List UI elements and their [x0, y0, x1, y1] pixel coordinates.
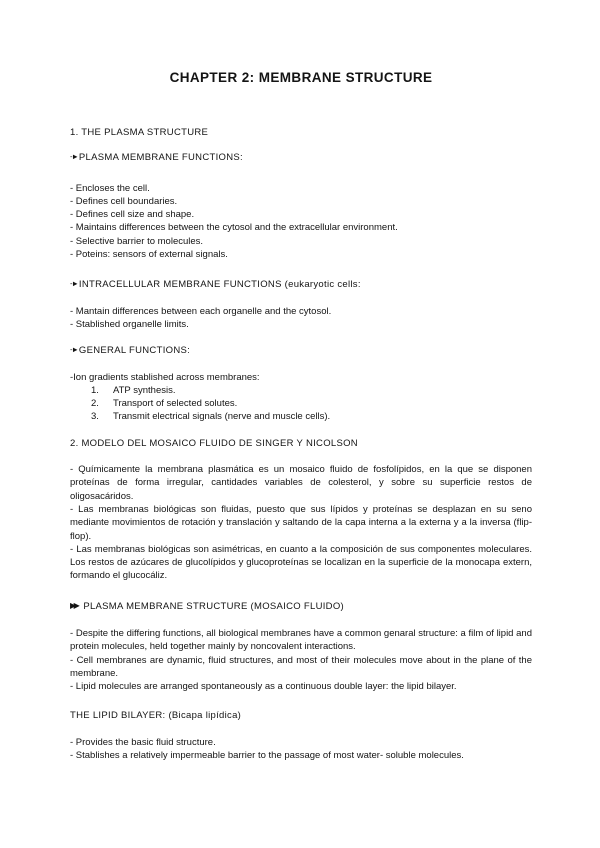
list-item: - Stablished organelle limits.: [70, 318, 189, 330]
numbered-item: [70, 384, 532, 397]
item-text: Transport of selected solutes.: [113, 398, 238, 410]
list-item: - Despite the differing functions, all biological membranes have a common genaral structure: a film of lipid and protein molecules, held together mainly by noncovalent interactions.: [70, 628, 532, 653]
mosaic-model-paragraphs: [70, 463, 532, 583]
general-functions-heading: [70, 344, 532, 357]
numbered-item: [70, 410, 532, 423]
ion-gradients-intro: -Ion gradients stablished across membranes:: [70, 371, 260, 383]
list-item: - Mantain differences between each organelle and the cytosol.: [70, 305, 332, 317]
membrane-structure-heading: [70, 600, 532, 613]
list-item: - Cell membranes are dynamic, fluid structures, and most of their molecules move about in the plane of the membrane.: [70, 654, 532, 679]
list-item: - Lipid molecules are arranged spontaneously as a continuous double layer: the lipid bilayer.: [70, 681, 457, 693]
plasma-functions-list: [70, 182, 532, 262]
list-item: - Provides the basic fluid structure.: [70, 736, 216, 748]
document-title: CHAPTER 2: MEMBRANE STRUCTURE: [169, 70, 433, 85]
plasma-functions-heading-label: PLASMA MEMBRANE FUNCTIONS:: [78, 152, 243, 164]
list-item: - Defines cell boundaries.: [70, 195, 178, 207]
double-right-arrow-icon: ▶▶: [70, 600, 78, 610]
list-item: - Selective barrier to molecules.: [70, 235, 204, 247]
list-item: - Defines cell size and shape.: [70, 209, 195, 221]
lipid-bilayer-heading: THE LIPID BILAYER: (Bicapa lipídica): [70, 709, 242, 721]
section-2-heading: 2. MODELO DEL MOSAICO FLUIDO DE SINGER Y NICOLSON: [70, 437, 358, 449]
list-item: - Encloses the cell.: [70, 182, 150, 194]
item-number: 3.: [91, 411, 99, 423]
intracellular-functions-list: [70, 305, 532, 332]
right-arrow-icon: -►: [70, 345, 78, 355]
paragraph: - Las membranas biológicas son fluidas, puesto que sus lípidos y proteínas se desplazan en su seno mediante movimientos de rotación y translación y saltando de la capa interna a la externa y a la inversa (flip-flop).: [70, 503, 532, 542]
membrane-structure-list: [70, 627, 532, 693]
right-arrow-icon: -►: [70, 279, 78, 289]
membrane-structure-heading-label: PLASMA MEMBRANE STRUCTURE (MOSAICO FLUIDO): [83, 600, 344, 612]
intracellular-functions-heading: [70, 278, 532, 291]
intracellular-functions-heading-label: INTRACELLULAR MEMBRANE FUNCTIONS (eukaryotic cells:: [78, 279, 361, 291]
item-number: 2.: [91, 398, 99, 410]
lipid-bilayer-list: [70, 736, 532, 763]
general-functions-heading-label: GENERAL FUNCTIONS:: [78, 345, 191, 357]
plasma-functions-heading: [70, 151, 532, 164]
paragraph: - Químicamente la membrana plasmática es un mosaico fluido de fosfolípidos, en la que se disponen proteínas de forma irregular, cantidades variables de colesterol, y sobre su superficie restos de oligosacáridos.: [70, 464, 532, 502]
item-number: 1.: [91, 384, 99, 396]
item-text: Transmit electrical signals (nerve and muscle cells).: [113, 411, 331, 423]
item-text: ATP synthesis.: [113, 384, 176, 396]
numbered-item: [70, 397, 532, 410]
list-item: - Stablishes a relatively impermeable barrier to the passage of most water- soluble molecules.: [70, 750, 464, 762]
section-1-heading: 1. THE PLASMA STRUCTURE: [70, 127, 209, 138]
list-item: - Maintains differences between the cytosol and the extracellular environment.: [70, 222, 398, 234]
right-arrow-icon: -►: [70, 152, 78, 162]
ion-gradients-block: [70, 371, 532, 424]
paragraph: - Las membranas biológicas son asimétricas, en cuanto a la composición de sus componentes moleculares. Los restos de azúcares de glucolípidos y glucoproteínas se localizan en la superficie de la monocapa extern, formando el glucocáliz.: [70, 543, 532, 582]
list-item: - Poteins: sensors of external signals.: [70, 249, 228, 261]
